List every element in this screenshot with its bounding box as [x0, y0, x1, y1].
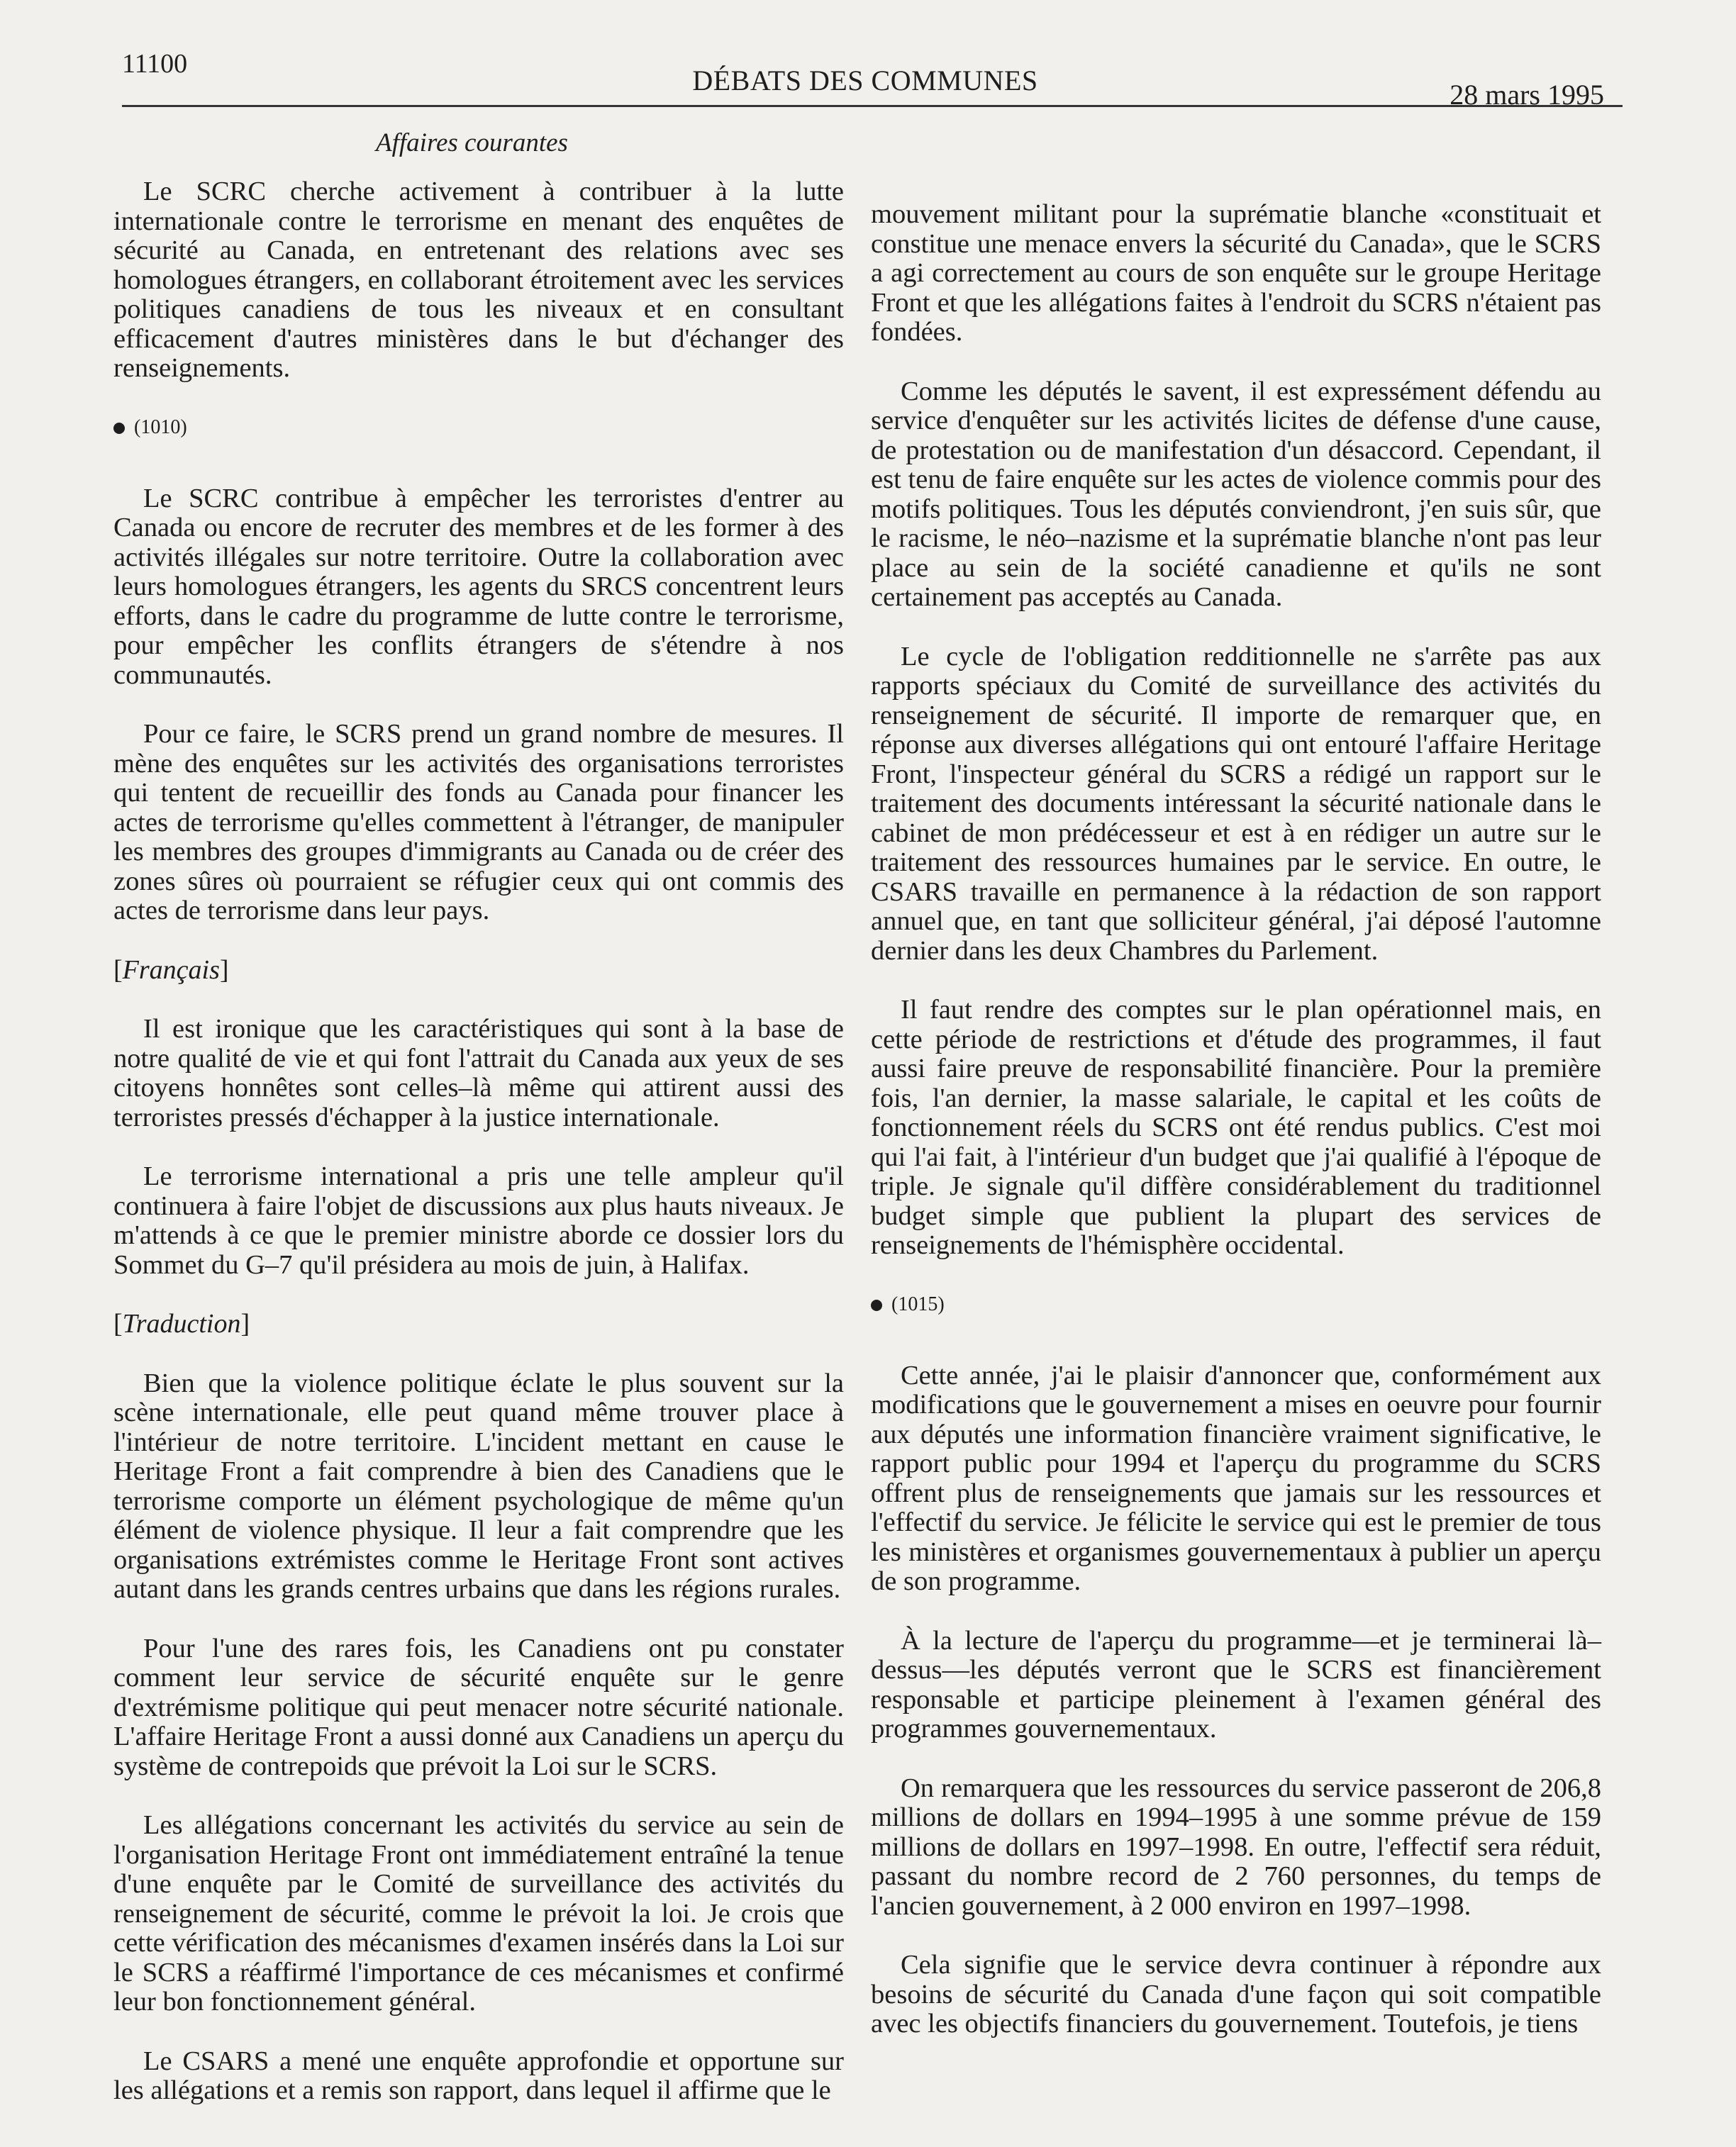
language-marker-text: Français	[122, 954, 220, 985]
paragraph: Bien que la violence politique éclate le plus souvent sur la scène internationale, elle peut quand même trouver place à l'intérieur de notre territoire. L'incident mettant en cause le Heritage Front a fait comprendre à bien des Canadiens que le terrorisme comporte un élément psychologique de même qu'un élément de violence physique. Il leur a fait comprendre que les organisations extrémistes comme le Heritage Front sont actives autant dans les grands centres urbains que dans les régions rurales.	[113, 1368, 844, 1604]
paragraph: Le terrorisme international a pris une telle ampleur qu'il continuera à faire l'objet de discussions aux plus hauts niveaux. Je m'attends à ce que le premier ministre aborde ce dossier lors du Sommet du G–7 qu'il présidera au mois de juin, à Halifax.	[113, 1161, 844, 1280]
paragraph: Cette année, j'ai le plaisir d'annoncer que, conformément aux modifications que le gouvernement a mises en oeuvre pour fournir aux députés une information financière vraiment significative, le rapport public pour 1994 et l'aperçu du programme du SCRS offrent plus de renseignements que jamais sur les ressources et l'effectif du service. Je félicite le service qui est le premier de tous les ministères et organismes gouvernementaux à publier un aperçu de son programme.	[871, 1360, 1601, 1596]
header-rule	[122, 105, 1623, 107]
running-title: DÉBATS DES COMMUNES	[692, 65, 1038, 96]
paragraph: Il faut rendre des comptes sur le plan opérationnel mais, en cette période de restrictions et d'étude des programmes, il faut aussi faire preuve de responsabilité financière. Pour la première fois, l'an dernier, la masse salariale, le capital et les coûts de fonctionnement réels du SCRS ont été rendus publics. C'est moi qui l'ai fait, à l'intérieur d'un budget que j'ai qualifié à l'époque de triple. Je signale qu'il diffère considérablement du traditionnel budget simple que publient la plupart des services de renseignements de l'hémisphère occidental.	[871, 995, 1601, 1260]
paragraph: On remarquera que les ressources du service passeront de 206,8 millions de dollars en 1994–1995 à une somme prévue de 159 millions de dollars en 1997–1998. En outre, l'effectif sera réduit, passant du nombre record de 2 760 personnes, du temps de l'ancien gouvernement, à 2 000 environ en 1997–1998.	[871, 1773, 1601, 1921]
section-label: Affaires courantes	[376, 128, 568, 157]
paragraph: Le CSARS a mené une enquête approfondie et opportune sur les allégations et a remis son rapport, dans lequel il affirme que le	[113, 2046, 844, 2105]
paragraph: Pour ce faire, le SCRS prend un grand nombre de mesures. Il mène des enquêtes sur les activités des organisations terroristes qui tentent de recueillir des fonds au Canada pour financer les actes de terrorisme qu'elles commettent à l'étranger, de manipuler les membres des groupes d'immigrants au Canada ou de créer des zones sûres où pourraient se réfugier ceux qui ont commis des actes de terrorisme dans leur pays.	[113, 719, 844, 925]
paragraph: Le cycle de l'obligation redditionnelle ne s'arrête pas aux rapports spéciaux du Comité de surveillance des activités du renseignement de sécurité. Il importe de remarquer que, en réponse aux diverses allégations qui ont entouré l'affaire Heritage Front, l'inspecteur général du SCRS a rédigé un rapport sur le traitement des documents intéressant la sécurité nationale dans le cabinet de mon prédécesseur et est à en rédiger un autre sur le traitement des ressources humaines par le service. En outre, le CSARS travaille en permanence à la rédaction de son rapport annuel que, en tant que solliciteur général, j'ai déposé l'automne dernier dans les deux Chambres du Parlement.	[871, 641, 1601, 966]
time-stamp	[113, 413, 844, 442]
language-marker: [Français]	[113, 954, 229, 985]
time-stamp	[871, 1290, 1601, 1319]
bullet-icon	[871, 1300, 882, 1311]
paragraph: Cela signifie que le service devra continuer à répondre aux besoins de sécurité du Canada d'une façon qui soit compatible avec les objectifs financiers du gouvernement. Toutefois, je tiens	[871, 1950, 1601, 2039]
paragraph: Le SCRC contribue à empêcher les terroristes d'entrer au Canada ou encore de recruter des membres et de les former à des activités illégales sur notre territoire. Outre la collaboration avec leurs homologues étrangers, les agents du SRCS concentrent leurs efforts, dans le cadre du programme de lutte contre le terrorisme, pour empêcher les conflits étrangers de s'étendre à nos communautés.	[113, 483, 844, 690]
paragraph: À la lecture de l'aperçu du programme—et je terminerai là–dessus—les députés verront que le SCRS est financièrement responsable et participe pleinement à l'examen général des programmes gouvernementaux.	[871, 1625, 1601, 1744]
page-number: 11100	[122, 49, 188, 79]
paragraph: Le SCRC cherche activement à contribuer à la lutte internationale contre le terrorisme en menant des enquêtes de sécurité au Canada, en entretenant des relations avec ses homologues étrangers, en collaborant étroitement avec les services politiques canadiens de tous les niveaux et en consultant efficacement d'autres ministères dans le but d'échanger des renseignements.	[113, 177, 844, 383]
paragraph: Les allégations concernant les activités du service au sein de l'organisation Heritage Front ont immédiatement entraîné la tenue d'une enquête par le Comité de surveillance des activités du renseignement de sécurité, comme le prévoit la loi. Je crois que cette vérification des mécanismes d'examen insérés dans la Loi sur le SCRS a réaffirmé l'importance de ces mécanismes et confirmé leur bon fonctionnement général.	[113, 1810, 844, 2017]
time-stamp-text: (1010)	[134, 416, 187, 438]
language-marker: [Traduction]	[113, 1309, 250, 1339]
time-stamp-text: (1015)	[891, 1293, 945, 1315]
paragraph: Comme les députés le savent, il est expressément défendu au service d'enquêter sur les activités licites de défense d'une cause, de protestation ou de manifestation d'un désaccord. Cependant, il est tenu de faire enquête sur les actes de violence commis pour des motifs politiques. Tous les députés conviendront, j'en suis sûr, que le racisme, le néo–nazisme et la suprématie blanche n'ont pas leur place au sein de la société canadienne et qu'ils ne sont certainement pas acceptés au Canada.	[871, 376, 1601, 612]
left-column	[113, 177, 844, 2136]
right-column	[871, 200, 1601, 2069]
paragraph: Il est ironique que les caractéristiques qui sont à la base de notre qualité de vie et qui font l'attrait du Canada aux yeux de ses citoyens honnêtes sont celles–là même qui attirent aussi des terroristes pressés d'échapper à la justice internationale.	[113, 1014, 844, 1132]
bullet-icon	[113, 423, 125, 434]
language-marker-text: Traduction	[122, 1309, 241, 1339]
paragraph: Pour l'une des rares fois, les Canadiens ont pu constater comment leur service de sécurité enquête sur le genre d'extrémisme politique qui peut menacer notre sécurité nationale. L'affaire Heritage Front a aussi donné aux Canadiens un aperçu du système de contrepoids que prévoit la Loi sur le SCRS.	[113, 1633, 844, 1781]
page-date: 28 mars 1995	[1450, 79, 1604, 111]
paragraph: mouvement militant pour la suprématie blanche «constituait et constitue une menace envers la sécurité du Canada», que le SCRS a agi correctement au cours de son enquête sur le groupe Heritage Front et que les allégations faites à l'endroit du SCRS n'étaient pas fondées.	[871, 199, 1601, 347]
